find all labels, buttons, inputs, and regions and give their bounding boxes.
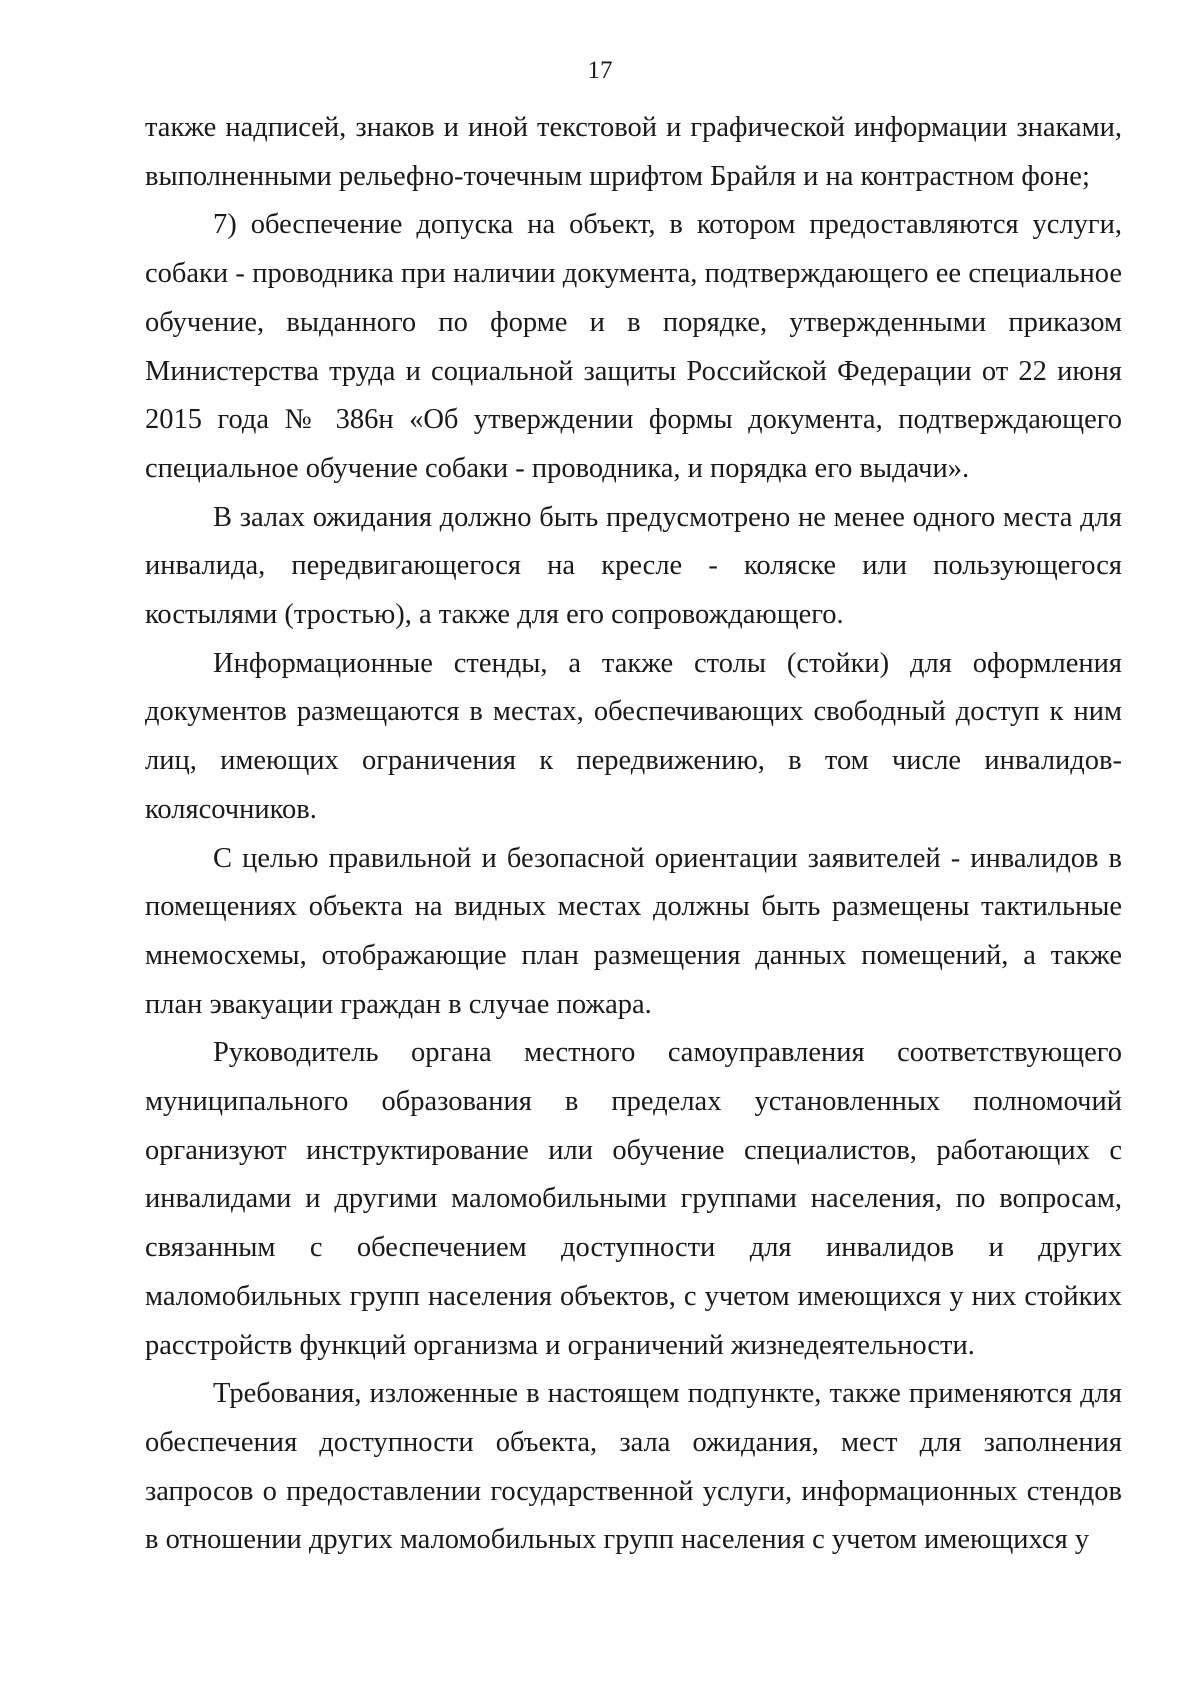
paragraph-continuation: также надписей, знаков и иной текстовой и графической информации знаками, выполненными рельефно-точечным шрифтом Брайля и на контрастном фоне;	[145, 112, 1122, 192]
paragraph-staff-training: Руководитель органа местного самоуправления соответствующего муниципального образования в пределах установленных полномочий организуют инструктирование или обучение специалистов, работающих с инвалидами и другими маломобильными группами населения, по вопросам, связанным с обеспечением доступности для инвалидов и других маломобильных групп населения объектов, с учетом имеющихся у них стойких расстройств функций организма и ограничений жизнедеятельности.	[145, 1037, 1122, 1361]
paragraph-item-7: 7) обеспечение допуска на объект, в котором предоставляются услуги, собаки - проводника при наличии документа, подтверждающего ее специальное обучение, выданного по форме и в порядке, утвержденными приказом Министерства труда и социальной защиты Российской Федерации от 22 июня 2015 года № 386н «Об утверждении формы документа, подтверждающего специальное обучение собаки - проводника, и порядка его выдачи».	[145, 209, 1122, 484]
body-text	[145, 104, 1122, 1565]
paragraph-info-stands: Информационные стенды, а также столы (стойки) для оформления документов размещаются в местах, обеспечивающих свободный доступ к ним лиц, имеющих ограничения к передвижению, в том числе инвалидов-колясочников.	[145, 647, 1122, 825]
paragraph-tactile-schemes: С целью правильной и безопасной ориентации заявителей - инвалидов в помещениях объекта на видных местах должны быть размещены тактильные мнемосхемы, отображающие план размещения данных помещений, а также план эвакуации граждан в случае пожара.	[145, 842, 1122, 1020]
paragraph-waiting-rooms: В залах ожидания должно быть предусмотрено не менее одного места для инвалида, передвигающегося на кресле - коляске или пользующегося костылями (тростью), а также для его сопровождающего.	[145, 501, 1122, 631]
paragraph-requirements: Требования, изложенные в настоящем подпункте, также применяются для обеспечения доступности объекта, зала ожидания, мест для заполнения запросов о предоставлении государственной услуги, информационных стендов в отношении других маломобильных групп населения с учетом имеющихся у	[145, 1378, 1122, 1556]
page-number: 17	[587, 57, 613, 84]
